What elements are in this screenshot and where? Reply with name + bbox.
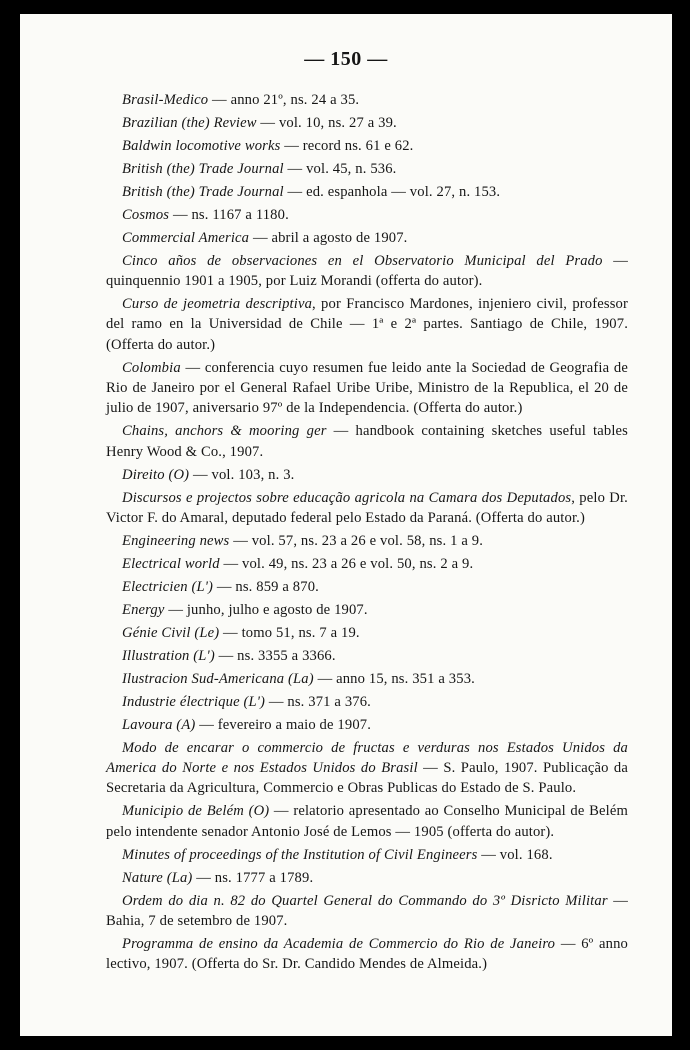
entry-title: Cosmos [122,206,170,223]
bibliography-entry [106,623,628,643]
entry-title: Ordem do dia n. 82 do Quartel General do Commando do 3º Disricto Militar [122,892,608,909]
page-number: — 150 — [304,48,388,70]
entry-title: Baldwin locomotive works [122,137,281,154]
entry-title: Minutes of proceedings of the Institution of Civil Engineers [122,846,478,863]
bibliography-entry [106,531,628,551]
bibliography-entry [106,90,628,110]
bibliography-entry [106,228,628,248]
entry-title: Commercial America [122,229,250,246]
bibliography-entry [106,891,628,932]
entry-title: British (the) Trade Journal [122,160,284,177]
bibliography-entry [106,182,628,202]
entry-text: — record ns. 61 e 62. [280,137,414,154]
bibliography-entry [106,294,628,355]
entry-text: — anno 15, ns. 351 a 353. [313,670,475,687]
entry-text: — abril a agosto de 1907. [249,229,408,246]
bibliography-entry [106,669,628,689]
entry-title: Energy [122,601,165,618]
entry-title: Nature (La) [122,869,193,886]
entry-text: — ns. 371 a 376. [265,693,371,710]
entry-text: — tomo 51, ns. 7 a 19. [219,624,360,641]
bibliography-entry [106,845,628,865]
entry-title: Génie Civil (Le) [122,624,220,641]
bibliography-entry [106,421,628,462]
entry-title: Electricien (L') [122,578,214,595]
bibliography-entry [106,801,628,842]
bibliography-entry [106,600,628,620]
entry-title: Electrical world [122,555,220,572]
bibliography-entry [106,251,628,292]
entry-text: — quinquennio 1901 a 1905, por Luiz Morandi (offerta do autor). [106,252,628,290]
bibliography-entry [106,715,628,735]
entry-text: — fevereiro a maio de 1907. [195,716,372,733]
entry-title: Curso de jeometria descriptiva [122,296,313,313]
bibliography-entry [106,205,628,225]
entry-text: — junho, julho e agosto de 1907. [164,601,368,618]
bibliography-entry [106,488,628,529]
bibliography-entry [106,113,628,133]
entry-title: Brasil-Medico [122,92,209,108]
bibliography-entry [106,738,628,799]
entry-title: Chains, anchors & mooring ger [122,423,327,440]
bibliography-list [106,90,628,977]
entry-title: Illustration (L') [122,647,215,664]
entry-text: — vol. 103, n. 3. [189,466,295,483]
entry-text: , por Francisco Mardones, injeniero civil, professor del ramo en la Universidad de Chile — 1ª e 2ª partes. Santiago de Chile, 1907. (Offerta do autor.) [106,296,628,353]
entry-text: — ns. 1777 a 1789. [192,869,314,886]
entry-text: — vol. 57, ns. 23 a 26 e vol. 58, ns. 1 a 9. [229,532,484,549]
entry-title: British (the) Trade Journal [122,183,284,200]
entry-text: — vol. 45, n. 536. [283,160,397,177]
bibliography-entry [106,868,628,888]
bibliography-entry [106,692,628,712]
entry-text: — anno 21º, ns. 24 a 35. [208,92,360,108]
entry-title: Ilustracion Sud-Americana (La) [122,670,314,687]
bibliography-entry [106,358,628,419]
bibliography-entry [106,646,628,666]
entry-text: , pelo Dr. Victor F. do Amaral, deputado federal pelo Estado da Paraná. (Offerta do autor.) [106,489,628,526]
entry-title: Engineering news [122,532,230,549]
entry-title: Cinco años de observaciones en el Observatorio Municipal del Prado [122,252,603,269]
entry-title: Industrie électrique (L') [122,693,266,710]
entry-title: Municipio de Belém (O) [122,803,270,820]
entry-text: — vol. 10, ns. 27 a 39. [256,114,397,131]
bibliography-entry [106,136,628,156]
entry-title: Discursos e projectos sobre educação agricola na Camara dos Deputados [122,489,572,506]
document-page [20,14,672,1036]
entry-text: — ns. 3355 a 3366. [214,647,336,664]
entry-title: Programma de ensino da Academia de Commercio do Rio de Janeiro [122,935,556,952]
entry-text: — handbook containing sketches useful tables Henry Wood & Co., 1907. [106,423,628,460]
entry-title: Lavoura (A) [122,716,196,733]
bibliography-entry [106,934,628,975]
entry-text: — ed. espanhola — vol. 27, n. 153. [283,183,501,200]
entry-text: — ns. 1167 a 1180. [169,206,289,223]
entry-text: — vol. 49, ns. 23 a 26 e vol. 50, ns. 2 a 9. [219,555,474,572]
entry-title: Direito (O) [122,466,190,483]
entry-text: — vol. 168. [477,846,553,863]
entry-text: — conferencia cuyo resumen fue leido ante la Sociedad de Geografia de Rio de Janeiro por el General Rafael Uribe Uribe, Ministro de la Republica, el 20 de julio de 1907, aniversario 97º de la Independencia. (Offerta do autor.) [106,359,628,417]
entry-title: Colombia [122,359,181,376]
entry-text: — S. Paulo, 1907. Publicação da Secretaria da Agricultura, Commercio e Obras Publicas do Estado de S. Paulo. [106,760,628,797]
bibliography-entry [106,577,628,597]
entry-title: Modo de encarar o commercio de fructas e verduras nos Estados Unidos da America do Norte e nos Estados Unidos do Brasil [106,739,628,777]
bibliography-entry [106,465,628,485]
entry-title: Brazilian (the) Review [122,114,257,131]
entry-text: — relatorio apresentado ao Conselho Municipal de Belém pelo intendente senador Antonio José de Lemos — 1905 (offerta do autor). [106,803,628,840]
bibliography-entry [106,159,628,179]
entry-text: — ns. 859 a 870. [213,578,319,595]
bibliography-entry [106,554,628,574]
entry-text: — 6º anno lectivo, 1907. (Offerta do Sr. Dr. Candido Mendes de Almeida.) [106,935,629,973]
entry-text: — Bahia, 7 de setembro de 1907. [106,892,628,929]
